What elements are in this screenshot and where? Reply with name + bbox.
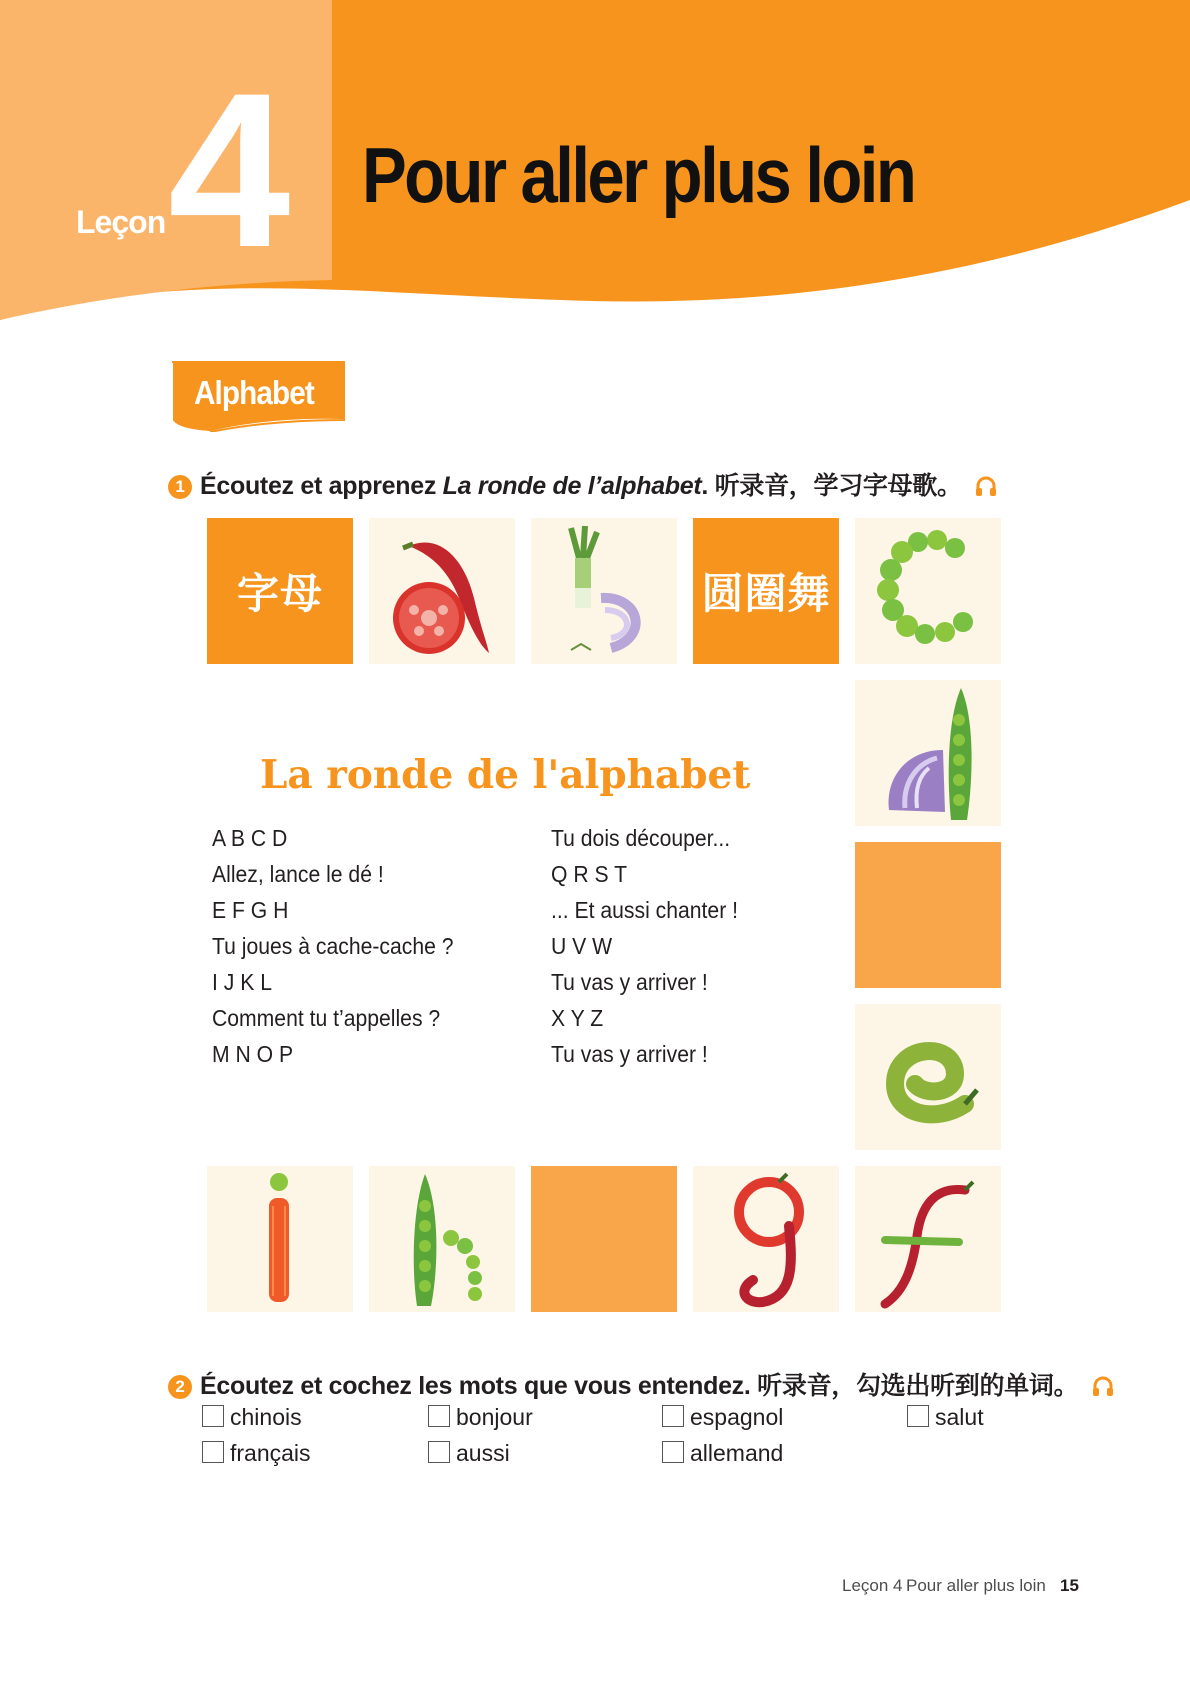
tile-letter-a (369, 518, 515, 664)
lyric-line: Tu dois découper... (551, 825, 731, 851)
checkbox-item-salut[interactable] (907, 1404, 984, 1431)
checkbox-item-francais[interactable] (202, 1440, 311, 1467)
lyric-line: Tu vas y arriver ! (551, 1041, 708, 1067)
exercise-1-number: 1 (168, 475, 192, 499)
tile-letter-g (693, 1166, 839, 1312)
pepper-chili-g-icon (693, 1166, 839, 1312)
lyric-line: I J K L (212, 969, 272, 995)
checkbox-label: aussi (456, 1440, 510, 1466)
exercise-2-number: 2 (168, 1375, 192, 1399)
checkbox-label: espagnol (690, 1404, 784, 1430)
page-title: Pour aller plus loin (362, 131, 915, 219)
exercise-1-text-start: Écoutez et apprenez (200, 472, 443, 500)
checkbox[interactable] (428, 1441, 450, 1463)
exercise-1-instruction (168, 466, 998, 502)
lesson-number: 4 (168, 47, 287, 293)
section-tab-alphabet (170, 360, 348, 432)
onion-peapod-d-icon (855, 680, 1001, 826)
checkbox[interactable] (662, 1405, 684, 1427)
lyric-line: Tu vas y arriver ! (551, 969, 708, 995)
chili-bean-f-icon (855, 1166, 1001, 1312)
checkbox[interactable] (202, 1405, 224, 1427)
footer-title: Pour aller plus loin (906, 1576, 1046, 1595)
carrot-i-icon (207, 1166, 353, 1312)
lyric-line: Comment tu t’appelles ? (212, 1005, 441, 1031)
tile-letter-d (855, 680, 1001, 826)
tile-zimu (207, 518, 353, 664)
exercise-2-instruction (168, 1366, 1115, 1402)
lyric-line: E F G H (212, 897, 289, 923)
tile-letter-c (855, 518, 1001, 664)
checkbox[interactable] (907, 1405, 929, 1427)
tile-letter-h (369, 1166, 515, 1312)
tile-letter-b (531, 518, 677, 664)
peas-c-icon (855, 518, 1001, 664)
lyric-line: U V W (551, 933, 613, 959)
tile-blank-right (855, 842, 1001, 988)
tile-letter-i (207, 1166, 353, 1312)
lyric-line: Allez, lance le dé ! (212, 861, 384, 887)
lyric-line: A B C D (212, 825, 288, 851)
page-number: 15 (1060, 1576, 1079, 1595)
checkbox-label: bonjour (456, 1404, 533, 1430)
lyric-line: M N O P (212, 1041, 294, 1067)
tile-yuanquanwu-text: 圆圈舞 (701, 570, 831, 617)
checkbox-item-espagnol[interactable] (662, 1404, 783, 1431)
exercise-1-text-end: . 听录音，学习字母歌。 (701, 472, 962, 500)
leek-onion-b-icon (531, 518, 677, 664)
lyric-line: Q R S T (551, 861, 628, 887)
section-tab-label: Alphabet (194, 374, 314, 411)
lyric-line: X Y Z (551, 1005, 604, 1031)
exercise-1-text-italic: La ronde de l’alphabet (442, 472, 702, 500)
checkbox-label: salut (935, 1404, 984, 1430)
lyrics-right-column (551, 820, 754, 1072)
lyrics-left-column (212, 820, 475, 1072)
checkbox[interactable] (662, 1441, 684, 1463)
tile-zimu-text: 字母 (236, 570, 323, 617)
song-title: La ronde de l'alphabet (260, 752, 751, 798)
headphone-icon[interactable] (974, 474, 998, 498)
tomato-chili-a-icon (369, 518, 515, 664)
checkbox-label: chinois (230, 1404, 302, 1430)
green-pepper-e-icon (855, 1004, 1001, 1150)
checkbox[interactable] (428, 1405, 450, 1427)
lyric-line: Tu joues à cache-cache ? (212, 933, 454, 959)
tile-letter-e (855, 1004, 1001, 1150)
tile-yuanquanwu (693, 518, 839, 664)
lecon-label: Leçon (76, 204, 166, 240)
checkbox-item-aussi[interactable] (428, 1440, 510, 1467)
checkbox-item-chinois[interactable] (202, 1404, 302, 1431)
checkbox-label: français (230, 1440, 311, 1466)
tile-blank-bottom (531, 1166, 677, 1312)
headphone-icon[interactable] (1091, 1374, 1115, 1398)
exercise-2-text: Écoutez et cochez les mots que vous entendez. 听录音，勾选出听到的单词。 (200, 1372, 1079, 1400)
lyric-line: ... Et aussi chanter ! (551, 897, 739, 923)
peapod-h-icon (369, 1166, 515, 1312)
checkbox-label: allemand (690, 1440, 784, 1466)
footer-lesson: Leçon 4 (842, 1576, 903, 1595)
tile-letter-f (855, 1166, 1001, 1312)
checkbox[interactable] (202, 1441, 224, 1463)
checkbox-item-bonjour[interactable] (428, 1404, 533, 1431)
checkbox-item-allemand[interactable] (662, 1440, 783, 1467)
